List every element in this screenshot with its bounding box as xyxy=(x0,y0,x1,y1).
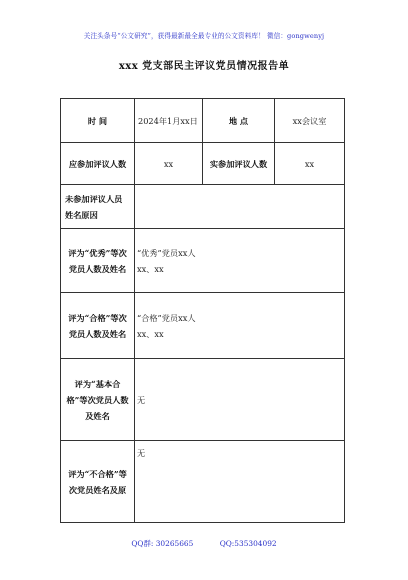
basic-qualified-label: 评为“基本合格”等次党员人数及姓名 xyxy=(61,359,135,441)
absent-label: 未参加评议人员姓名原因 xyxy=(61,185,135,229)
document-title: xxx 党支部民主评议党员情况报告单 xyxy=(118,61,290,72)
excellent-label: 评为“优秀”等次党员人数及姓名 xyxy=(61,229,135,293)
time-label: 时 间 xyxy=(61,99,135,143)
excellent-names: xx、xx xyxy=(137,263,164,274)
unqualified-label: 评为“不合格”等次党员姓名及原 xyxy=(61,441,135,523)
table-row-absent xyxy=(61,185,345,229)
absent-value xyxy=(135,185,345,229)
qualified-count: “合格”党员xx人 xyxy=(137,312,196,323)
expected-attendance-value: xx xyxy=(135,143,203,185)
table-row-time-place xyxy=(61,99,345,143)
excellent-value xyxy=(135,229,345,293)
report-table xyxy=(60,98,345,523)
table-row-basic xyxy=(61,359,345,441)
actual-attendance-value: xx xyxy=(275,143,345,185)
excellent-count: “优秀”党员xx人 xyxy=(137,247,196,258)
unqualified-value: 无 xyxy=(135,441,345,523)
place-value: xx会议室 xyxy=(275,99,345,143)
qualified-label: 评为“合格”等次党员人数及姓名 xyxy=(61,293,135,359)
footer-qq: QQ:535304092 xyxy=(219,539,277,548)
footer-qq-group: QQ群: 30265665 xyxy=(131,539,194,548)
footer-contact xyxy=(0,538,408,549)
table-row-attendance xyxy=(61,143,345,185)
table-row-excellent xyxy=(61,229,345,293)
qualified-value xyxy=(135,293,345,359)
qualified-names: xx、xx xyxy=(137,328,164,339)
basic-qualified-value: 无 xyxy=(135,359,345,441)
place-label: 地 点 xyxy=(203,99,275,143)
actual-attendance-label: 实参加评议人数 xyxy=(203,143,275,185)
time-value: 2024年1月xx日 xyxy=(135,99,203,143)
header-banner: 关注头条号“公文研究”，获得最新最全最专业的公文资料库！ 微信：gongwenyj xyxy=(83,32,325,40)
table-row-qualified xyxy=(61,293,345,359)
expected-attendance-label: 应参加评议人数 xyxy=(61,143,135,185)
table-row-unqualified xyxy=(61,441,345,523)
